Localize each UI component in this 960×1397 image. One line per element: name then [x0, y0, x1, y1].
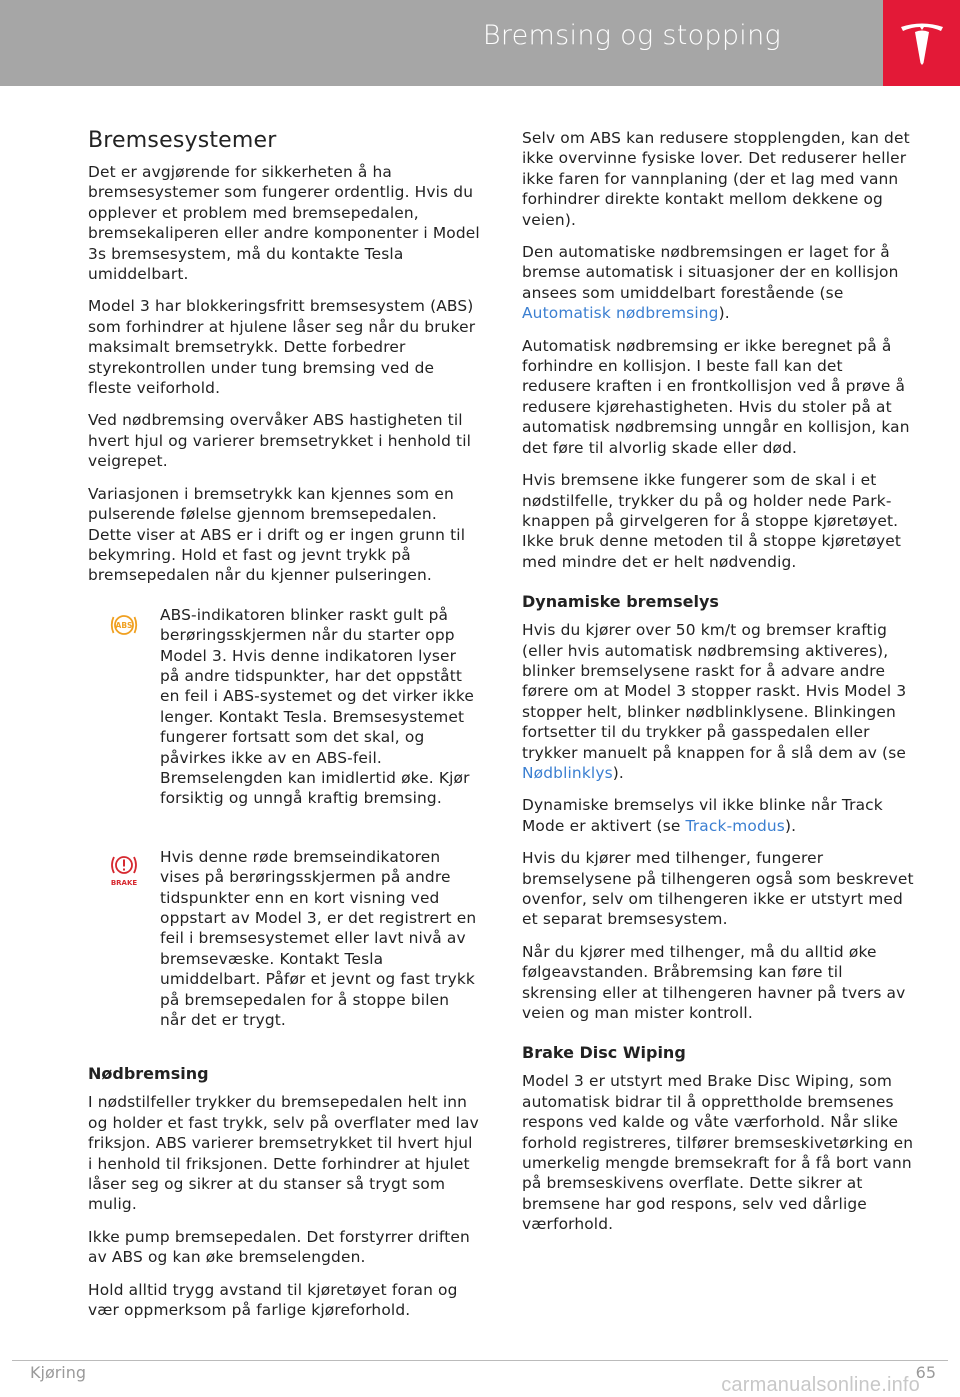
paragraph: Hvis bremsene ikke fungerer som de skal i et nødstilfelle, trykker du på og holder nede Park-knappen på girvelgeren for å stoppe kjøretøyet. Ikke bruk denne metoden til å stoppe kjøretøyet med mindre det er helt nødvendig.: [522, 471, 902, 571]
abs-indicator-text: ABS-indikatoren blinker raskt gult på berøringsskjermen når du starter opp Model 3. Hvis denne indikatoren lyser på andre tidspunkter, har det oppstått en feil i ABS-systemet og det virker ikke lenger. Kontakt Tesla. Bremsesystemet fungerer fortsatt som det skal, og påvirkes ikke av en ABS-feil. Bremselengden kan imidlertid øke. Kjør forsiktig og unngå kraftig bremsing.: [160, 605, 474, 808]
brake-indicator-note: [88, 847, 482, 1031]
text-span: Dynamiske bremselys vil ikke blinke når Track Mode er aktivert (se: [522, 796, 883, 835]
abs-indicator-note: [88, 605, 482, 809]
paragraph: Hvis du kjører med tilhenger, fungerer bremselysene på tilhengeren også som beskrevet ovenfor, selv om tilhengeren ikke er utstyrt med et separat bremsesystem.: [522, 849, 914, 929]
watermark: carmanualsonline.info: [721, 1374, 920, 1396]
paragraph: Model 3 er utstyrt med Brake Disc Wiping, som automatisk bidrar til å opprettholde bremsenes respons ved kalde og våte værforhold. Når slike forhold registreres, tilfører bremseskivetørking en umerkelig mengde bremsekraft for å få bort vann på bremseskivens overflate. Dette sikrer at bremsene har god respons, selv ved dårlige værforhold.: [522, 1072, 914, 1234]
paragraph: I nødstilfeller trykker du bremsepedalen helt inn og holder et fast trykk, selv på overflater med lav friksjon. ABS varierer bremsetrykket til hvert hjul i henhold til friksjonen. Dette forhindrer at hjulet låser seg og sikrer at du stanser så trygt som mulig.: [88, 1093, 479, 1214]
subheading-nodbremsing: Nødbremsing: [88, 1064, 209, 1084]
brake-icon-label: BRAKE: [110, 878, 138, 887]
brand-logo-box: [883, 0, 960, 86]
paragraph: Ikke pump bremsepedalen. Det forstyrrer driften av ABS og kan øke bremselengden.: [88, 1227, 470, 1267]
paragraph: [522, 795, 916, 836]
brake-indicator-text: Hvis denne røde bremseindikatoren vises på berøringsskjermen på andre tidspunkter enn en kort visning ved oppstart av Model 3, er det registrert en feil i bremsesystemet eller lavt nivå av bremsevæske. Kontakt Tesla umiddelbart. Påfør et jevnt og fast trykk på bremsepedalen for å stoppe bilen når det er trygt.: [160, 847, 477, 1030]
link-track-modus[interactable]: Track-modus: [685, 816, 785, 835]
abs-warning-icon: [109, 612, 139, 638]
paragraph: Når du kjører med tilhenger, må du alltid øke følgeavstanden. Bråbremsing kan føre til skrensing eller at tilhengeren havner på tvers av veien og man mister kontroll.: [522, 942, 906, 1023]
page-title: Bremsing og stopping: [482, 20, 781, 51]
page-number: 65: [915, 1363, 936, 1382]
paragraph: Variasjonen i bremsetrykk kan kjennes som en pulserende følelse gjennom bremsepedalen. Dette viser at ABS er i drift og er ingen grunn til bekymring. Hold et fast og jevnt trykk på bremsepedalen når du kjenner pulseringen.: [88, 484, 466, 585]
text-span: Den automatiske nødbremsingen er laget for å bremse automatisk i situasjoner der en kollisjon ansees som umiddelbart forestående (se: [522, 243, 899, 302]
text-span: Hvis du kjører over 50 km/t og bremser kraftig (eller hvis automatisk nødbremsing aktiveres), blinker bremselysene raskt for å advare andre førere om at Model 3 stopper raskt. Hvis Model 3 stopper helt, blinker nødblinklysene. Blinkingen fortsetter til du trykker på gasspedalen eller trykker manuelt på knappen for å slå dem av (se: [522, 621, 907, 762]
link-automatisk-nodbremsing[interactable]: Automatisk nødbremsing: [522, 304, 719, 323]
footer-divider: [12, 1360, 948, 1361]
text-span: ).: [718, 304, 730, 323]
link-nodblinklys[interactable]: Nødblinklys: [522, 763, 613, 782]
footer-section-name: Kjøring: [30, 1363, 87, 1382]
text-span: ).: [612, 763, 624, 782]
section-heading-bremsesystemer: Bremsesystemer: [88, 128, 277, 153]
paragraph: Det er avgjørende for sikkerheten å ha bremsesystemer som fungerer ordentlig. Hvis du opplever et problem med bremsepedalen, bremsekaliperen eller andre komponenter i Model 3s bremsesystem, må du kontakte Tesla umiddelbart.: [88, 163, 480, 284]
paragraph: Hold alltid trygg avstand til kjøretøyet foran og vær oppmerksom på farlige kjøreforhold.: [88, 1280, 458, 1320]
paragraph: Model 3 har blokkeringsfritt bremsesystem (ABS) som forhindrer at hjulene låser seg når du bruker maksimalt bremsetrykk. Dette forbedrer styrekontrollen under tung bremsing ved de fleste veiforhold.: [88, 297, 476, 398]
subheading-brake-disc-wiping: Brake Disc Wiping: [522, 1043, 686, 1063]
paragraph: Automatisk nødbremsing er ikke beregnet på å forhindre en kollisjon. I beste fall kan det redusere kraften i en frontkollisjon ved å prøve å redusere kjørehastigheten. Hvis du stoler på at automatisk nødbremsing unngår en kollisjon, kan det føre til alvorlig skade eller død.: [522, 336, 910, 457]
tesla-logo-icon: [897, 18, 947, 68]
header-band: [0, 0, 883, 86]
right-column: [522, 128, 916, 1247]
text-span: ).: [784, 816, 797, 835]
paragraph: Selv om ABS kan redusere stopplengden, kan det ikke overvinne fysiske lover. Det reduserer heller ikke faren for vannplaning (der et lag med vann forhindrer direkte kontakt mellom dekkene og veien).: [522, 129, 910, 229]
abs-icon-label: ABS: [115, 620, 133, 630]
subheading-dynamiske-bremselys: Dynamiske bremselys: [522, 592, 719, 612]
paragraph: [522, 242, 916, 324]
brake-warning-icon: [104, 853, 144, 889]
left-column: [88, 128, 482, 1333]
paragraph: [522, 620, 916, 783]
paragraph: Ved nødbremsing overvåker ABS hastigheten til hvert hjul og varierer bremsetrykket i henhold til veigrepet.: [88, 411, 472, 471]
